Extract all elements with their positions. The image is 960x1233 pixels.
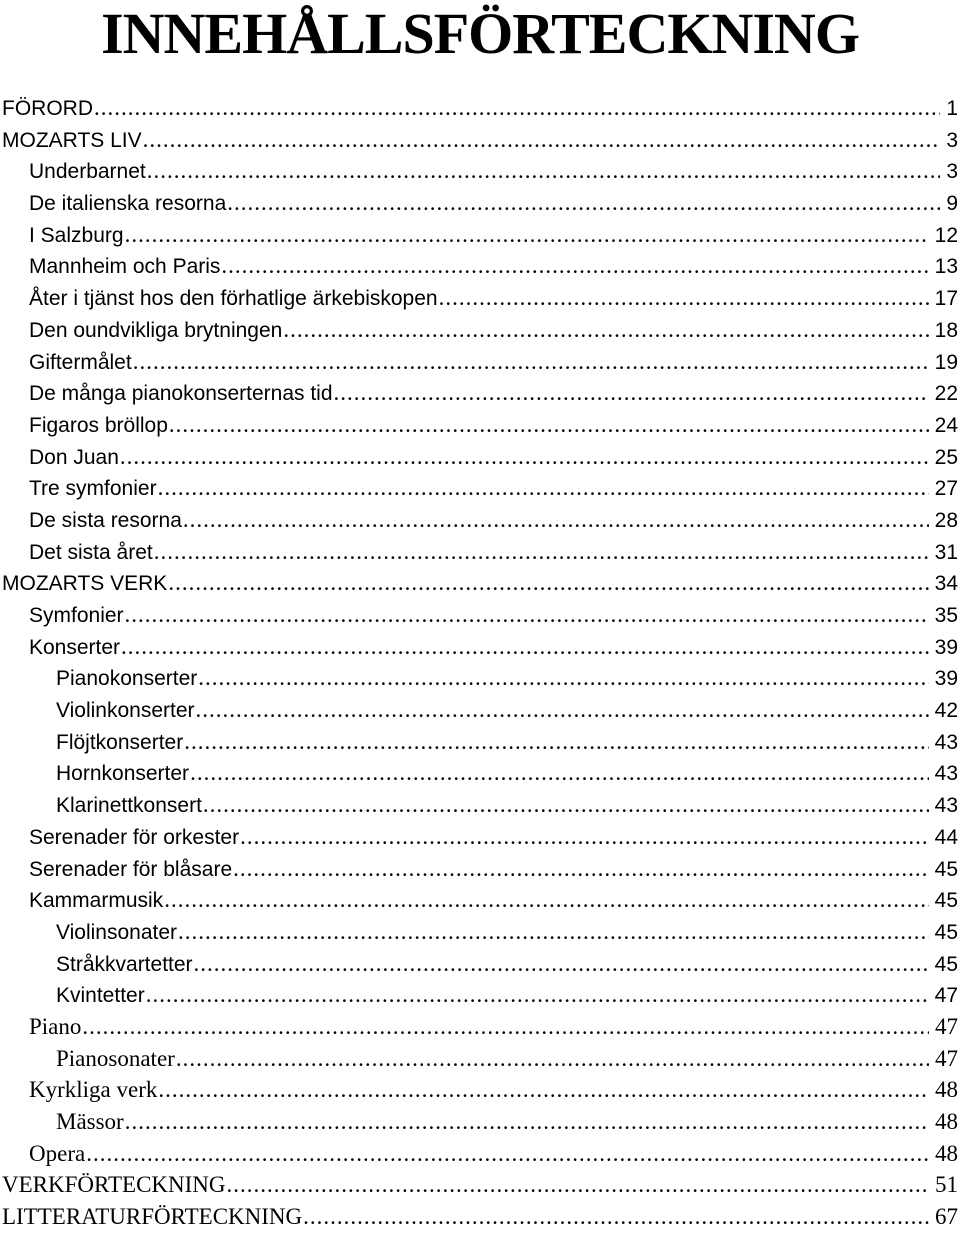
toc-entry-label: Kyrkliga verk [29,1077,158,1103]
toc-entry-label: De italienska resorna [29,192,227,216]
toc-entry-label: Åter i tjänst hos den förhatlige ärkebiskopen [29,287,438,311]
toc-entry[interactable] [0,694,958,726]
toc-entry-page-number: 48 [935,1140,958,1166]
toc-entry-label: Kvintetter [56,984,145,1008]
toc-entry[interactable] [0,916,958,948]
toc-entry-page-number: 47 [934,984,958,1008]
toc-entry-label: Serenader för orkester [29,825,240,849]
dot-leader [203,789,929,821]
dot-leader [125,1106,929,1138]
toc-entry-label: Figaros bröllop [29,413,168,437]
dot-leader [133,346,929,378]
toc-entry-page-number: 18 [934,318,958,342]
toc-entry[interactable] [0,662,958,694]
toc-entry[interactable] [0,536,958,568]
toc-entry[interactable] [0,346,958,378]
dot-leader [183,504,929,536]
toc-entry[interactable] [0,979,958,1011]
toc-entry[interactable] [0,1138,958,1170]
dot-leader [94,92,940,124]
dot-leader [190,757,929,789]
toc-entry-page-number: 44 [934,825,958,849]
toc-entry[interactable] [0,155,958,187]
toc-entry-page-number: 19 [934,350,958,374]
dot-leader [121,631,929,663]
dot-leader [198,662,928,694]
toc-entry-label: Violinkonserter [56,699,195,723]
dot-leader [154,536,929,568]
toc-entry-label: Hornkonserter [56,762,190,786]
toc-entry-page-number: 39 [934,635,958,659]
toc-entry[interactable] [0,282,958,314]
toc-entry[interactable] [0,821,958,853]
dot-leader [221,250,928,282]
toc-entry-label: LITTERATURFÖRTECKNING [2,1204,303,1230]
toc-entry-label: Den oundvikliga brytningen [29,318,283,342]
toc-entry-label: Tre symfonier [29,477,157,501]
toc-entry[interactable] [0,124,958,156]
toc-entry[interactable] [0,631,958,663]
toc-entry-page-number: 47 [935,1045,958,1071]
dot-leader [120,441,929,473]
toc-entry-label: VERKFÖRTECKNING [2,1172,226,1198]
toc-entry[interactable] [0,599,958,631]
toc-entry-label: Flöjtkonserter [56,730,184,754]
dot-leader [334,377,929,409]
dot-leader [303,1201,929,1233]
toc-entry-page-number: 67 [935,1204,958,1230]
toc-entry-page-number: 3 [946,128,958,152]
toc-entry[interactable] [0,92,958,124]
toc-entry-label: MOZARTS LIV [2,128,142,152]
toc-entry-label: FÖRORD [2,97,93,120]
dot-leader [178,916,929,948]
toc-entry-page-number: 34 [934,572,958,596]
toc-entry-page-number: 31 [934,540,958,564]
dot-leader [146,979,929,1011]
toc-entry[interactable] [0,409,958,441]
toc-entry[interactable] [0,1169,958,1201]
dot-leader [158,472,929,504]
toc-entry-label: De många pianokonserternas tid [29,382,333,406]
toc-entry-label: MOZARTS VERK [2,572,168,596]
dot-leader [168,567,928,599]
toc-entry-label: Opera [29,1140,86,1166]
toc-entry-page-number: 45 [934,889,958,913]
toc-entry-label: Stråkkvartetter [56,952,193,976]
toc-entry[interactable] [0,219,958,251]
dot-leader [125,599,929,631]
toc-entry-page-number: 43 [934,794,958,818]
toc-entry-page-number: 22 [934,382,958,406]
toc-entry-page-number: 17 [934,287,958,311]
toc-entry-label: De sista resorna [29,508,182,532]
dot-leader [164,884,928,916]
dot-leader [240,821,929,853]
toc-entry-page-number: 27 [934,477,958,501]
toc-entry-page-number: 9 [946,192,958,216]
toc-entry-label: Don Juan [29,445,119,469]
toc-entry-page-number: 48 [935,1109,958,1134]
toc-entry[interactable] [0,1043,958,1075]
toc-entry-page-number: 43 [934,762,958,786]
dot-leader [158,1074,929,1106]
dot-leader [184,726,928,758]
toc-entry-label: Piano [29,1013,82,1039]
dot-leader [82,1011,929,1043]
toc-entry[interactable] [0,726,958,758]
dot-leader [194,948,929,980]
toc-entry-page-number: 45 [934,952,958,976]
toc-entry-label: Mässor [56,1109,124,1134]
toc-entry-page-number: 13 [934,255,958,279]
toc-entry[interactable] [0,250,958,282]
toc-entry[interactable] [0,504,958,536]
toc-entry-page-number: 48 [935,1077,958,1103]
dot-leader [125,219,929,251]
toc-entry-page-number: 3 [946,160,958,184]
dot-leader [196,694,929,726]
toc-entry[interactable] [0,187,958,219]
toc-entry[interactable] [0,1011,958,1043]
toc-entry[interactable] [0,789,958,821]
toc-entry[interactable] [0,472,958,504]
toc-entry-page-number: 51 [935,1172,958,1198]
toc-entry-page-number: 39 [934,667,958,691]
toc-entry-label: I Salzburg [29,223,124,247]
toc-entry-page-number: 12 [934,223,958,247]
toc-entry-page-number: 45 [934,920,958,944]
toc-entry[interactable] [0,1201,958,1233]
toc-entry-label: Underbarnet [29,160,146,184]
toc-entry-page-number: 43 [934,730,958,754]
toc-entry[interactable] [0,757,958,789]
toc-entry[interactable] [0,567,958,599]
page-title: INNEHÅLLSFÖRTECKNING [101,1,859,66]
toc-entry-label: Pianokonserter [56,667,198,691]
toc-entry-label: Pianosonater [56,1045,175,1071]
toc-entry-page-number: 35 [934,604,958,627]
dot-leader [143,124,941,156]
toc-entry[interactable] [0,1074,958,1106]
toc-entry[interactable] [0,377,958,409]
toc-entry-page-number: 45 [934,857,958,881]
toc-entry[interactable] [0,853,958,885]
toc-entry-page-number: 25 [934,445,958,469]
toc-entry-label: Klarinettkonsert [56,794,202,818]
dot-leader [227,1169,929,1201]
toc-entry-label: Serenader för blåsare [29,857,233,881]
toc-entry-label: Mannheim och Paris [29,255,221,279]
toc-entry-label: Violinsonater [56,920,178,944]
toc-entry[interactable] [0,441,958,473]
dot-leader [227,187,940,219]
toc-entry-label: Kammarmusik [29,889,164,913]
toc-entry-label: Giftermålet [29,350,132,374]
toc-entry-page-number: 47 [935,1013,958,1039]
toc-entry-label: Konserter [29,635,121,659]
dot-leader [283,314,928,346]
toc-entry-label: Symfonier [29,604,124,627]
dot-leader [439,282,929,314]
dot-leader [169,409,929,441]
dot-leader [233,853,929,885]
toc-entry-page-number: 1 [946,97,958,120]
toc-entry-page-number: 28 [934,508,958,532]
toc-entry-page-number: 42 [934,699,958,723]
toc-entry[interactable] [0,948,958,980]
dot-leader [86,1138,929,1170]
toc-entry[interactable] [0,884,958,916]
toc-entry[interactable] [0,1106,958,1138]
table-of-contents [0,92,958,1233]
toc-entry-page-number: 24 [934,413,958,437]
dot-leader [176,1043,929,1075]
dot-leader [147,155,941,187]
toc-entry[interactable] [0,314,958,346]
toc-entry-label: Det sista året [29,540,153,564]
